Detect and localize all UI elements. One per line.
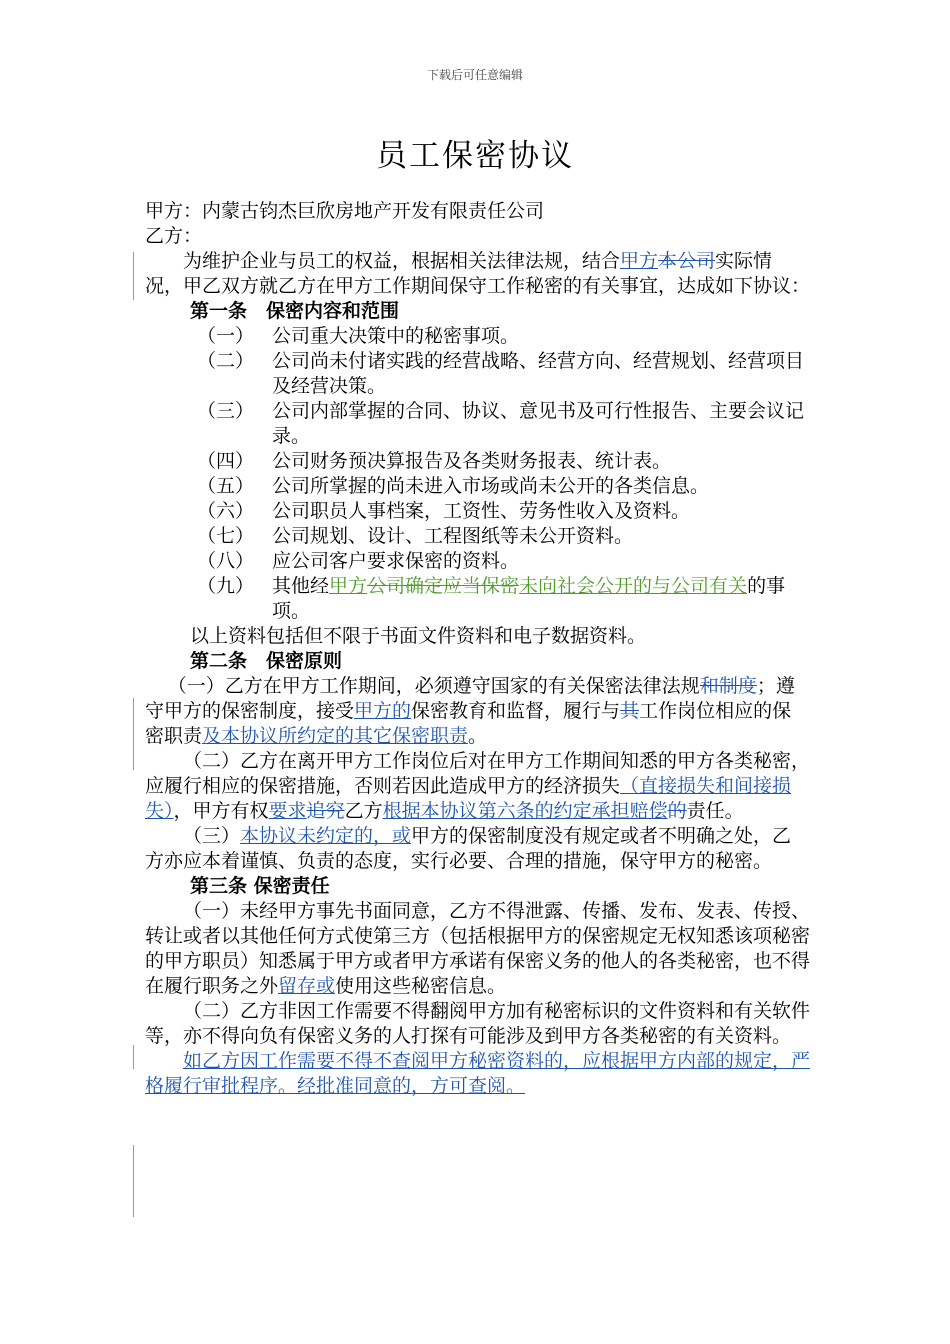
article-2-para-3: （三）本协议未约定的，或甲方的保密制度没有规定或者不明确之处，乙方亦应本着谨慎、负责的态度，实行必要、合理的措施，保守甲方的秘密。 xyxy=(145,825,792,872)
article-2-para-1: （一）乙方在甲方工作期间，必须遵守国家的有关保密法律法规和制度；遵守甲方的保密制度，接受甲方的保密教育和监督，履行与其工作岗位相应的保密职责及本协议所约定的其它保密职责。 xyxy=(145,675,795,747)
list-item-number: （一） xyxy=(197,325,255,347)
list-item: （九） 其他经甲方公司确定应当保密未向社会公开的与公司有关的事项。 xyxy=(197,575,786,622)
document-title: 员工保密协议 xyxy=(376,138,574,174)
article-1-heading: 第一条 保密内容和范围 xyxy=(190,300,400,322)
change-bar xyxy=(133,698,134,770)
list-item-text: 公司内部掌握的合同、协议、意见书及可行性报告、主要会议记录。 xyxy=(272,400,805,447)
list-item-number: （四） xyxy=(197,450,255,472)
list-item-number: （七） xyxy=(197,525,255,547)
list-item-number: （八） xyxy=(197,550,255,572)
list-item-number: （五） xyxy=(197,475,255,497)
list-item-text: 公司职员人事档案，工资性、劳务性收入及资料。 xyxy=(272,500,691,522)
list-item-number: （六） xyxy=(197,500,255,522)
change-bar xyxy=(133,1145,134,1217)
list-item xyxy=(145,349,810,399)
intro-paragraph: 为维护企业与员工的权益，根据相关法律法规，结合甲方本公司实际情况，甲乙双方就乙方在甲方工作期间保守工作秘密的有关事宜，达成如下协议： xyxy=(145,250,811,297)
article-3-para-3: 如乙方因工作需要不得不查阅甲方秘密资料的，应根据甲方内部的规定，严格履行审批程序。经批准同意的，方可查阅。 xyxy=(145,1050,811,1097)
page-header: 下载后可任意编辑 xyxy=(426,68,523,82)
list-item-number: （二） xyxy=(197,350,255,372)
list-item-number: （三） xyxy=(197,400,255,422)
change-bar xyxy=(133,252,134,300)
list-item-text: 公司财务预决算报告及各类财务报表、统计表。 xyxy=(272,450,672,472)
party-a: 甲方：内蒙古钧杰巨欣房地产开发有限责任公司 xyxy=(145,200,545,222)
article-2-para-2: （二）乙方在离开甲方工作岗位后对在甲方工作期间知悉的甲方各类秘密，应履行相应的保密措施，否则若因此造成甲方的经济损失（直接损失和间接损失），甲方有权要求追究乙方根据本协议第六条的约定承担赔偿的责任。 xyxy=(145,750,811,822)
list-item xyxy=(145,449,810,474)
list-item xyxy=(145,399,810,449)
document-body xyxy=(145,199,810,1099)
list-item xyxy=(145,324,810,349)
article-3-heading: 第三条 保密责任 xyxy=(190,875,330,897)
list-item-text: 公司重大决策中的秘密事项。 xyxy=(272,325,520,347)
article-1-list xyxy=(145,324,810,574)
list-item-text: 公司规划、设计、工程图纸等未公开资料。 xyxy=(272,525,634,547)
list-item xyxy=(145,524,810,549)
list-item-text: 公司尚未付诸实践的经营战略、经营方向、经营规划、经营项目及经营决策。 xyxy=(272,350,805,397)
change-bar xyxy=(133,1045,134,1069)
list-item-text: 应公司客户要求保密的资料。 xyxy=(272,550,520,572)
article-3-para-2: （二）乙方非因工作需要不得翻阅甲方加有秘密标识的文件资料和有关软件等，亦不得向负有保密义务的人打探有可能涉及到甲方各类秘密的有关资料。 xyxy=(145,1000,811,1047)
article-1-note: 以上资料包括但不限于书面文件资料和电子数据资料。 xyxy=(190,625,647,647)
article-3-para-1: （一）未经甲方事先书面同意，乙方不得泄露、传播、发布、发表、传授、转让或者以其他任何方式使第三方（包括根据甲方的保密规定无权知悉该项秘密的甲方职员）知悉属于甲方或者甲方承诺有保密义务的他人的各类秘密，也不得在履行职务之外留存或使用这些秘密信息。 xyxy=(145,900,811,997)
article-2-heading: 第二条 保密原则 xyxy=(190,650,343,672)
list-item xyxy=(145,499,810,524)
list-item xyxy=(145,474,810,499)
list-item xyxy=(145,549,810,574)
party-b: 乙方： xyxy=(145,225,203,247)
list-item-text: 公司所掌握的尚未进入市场或尚未公开的各类信息。 xyxy=(272,475,710,497)
